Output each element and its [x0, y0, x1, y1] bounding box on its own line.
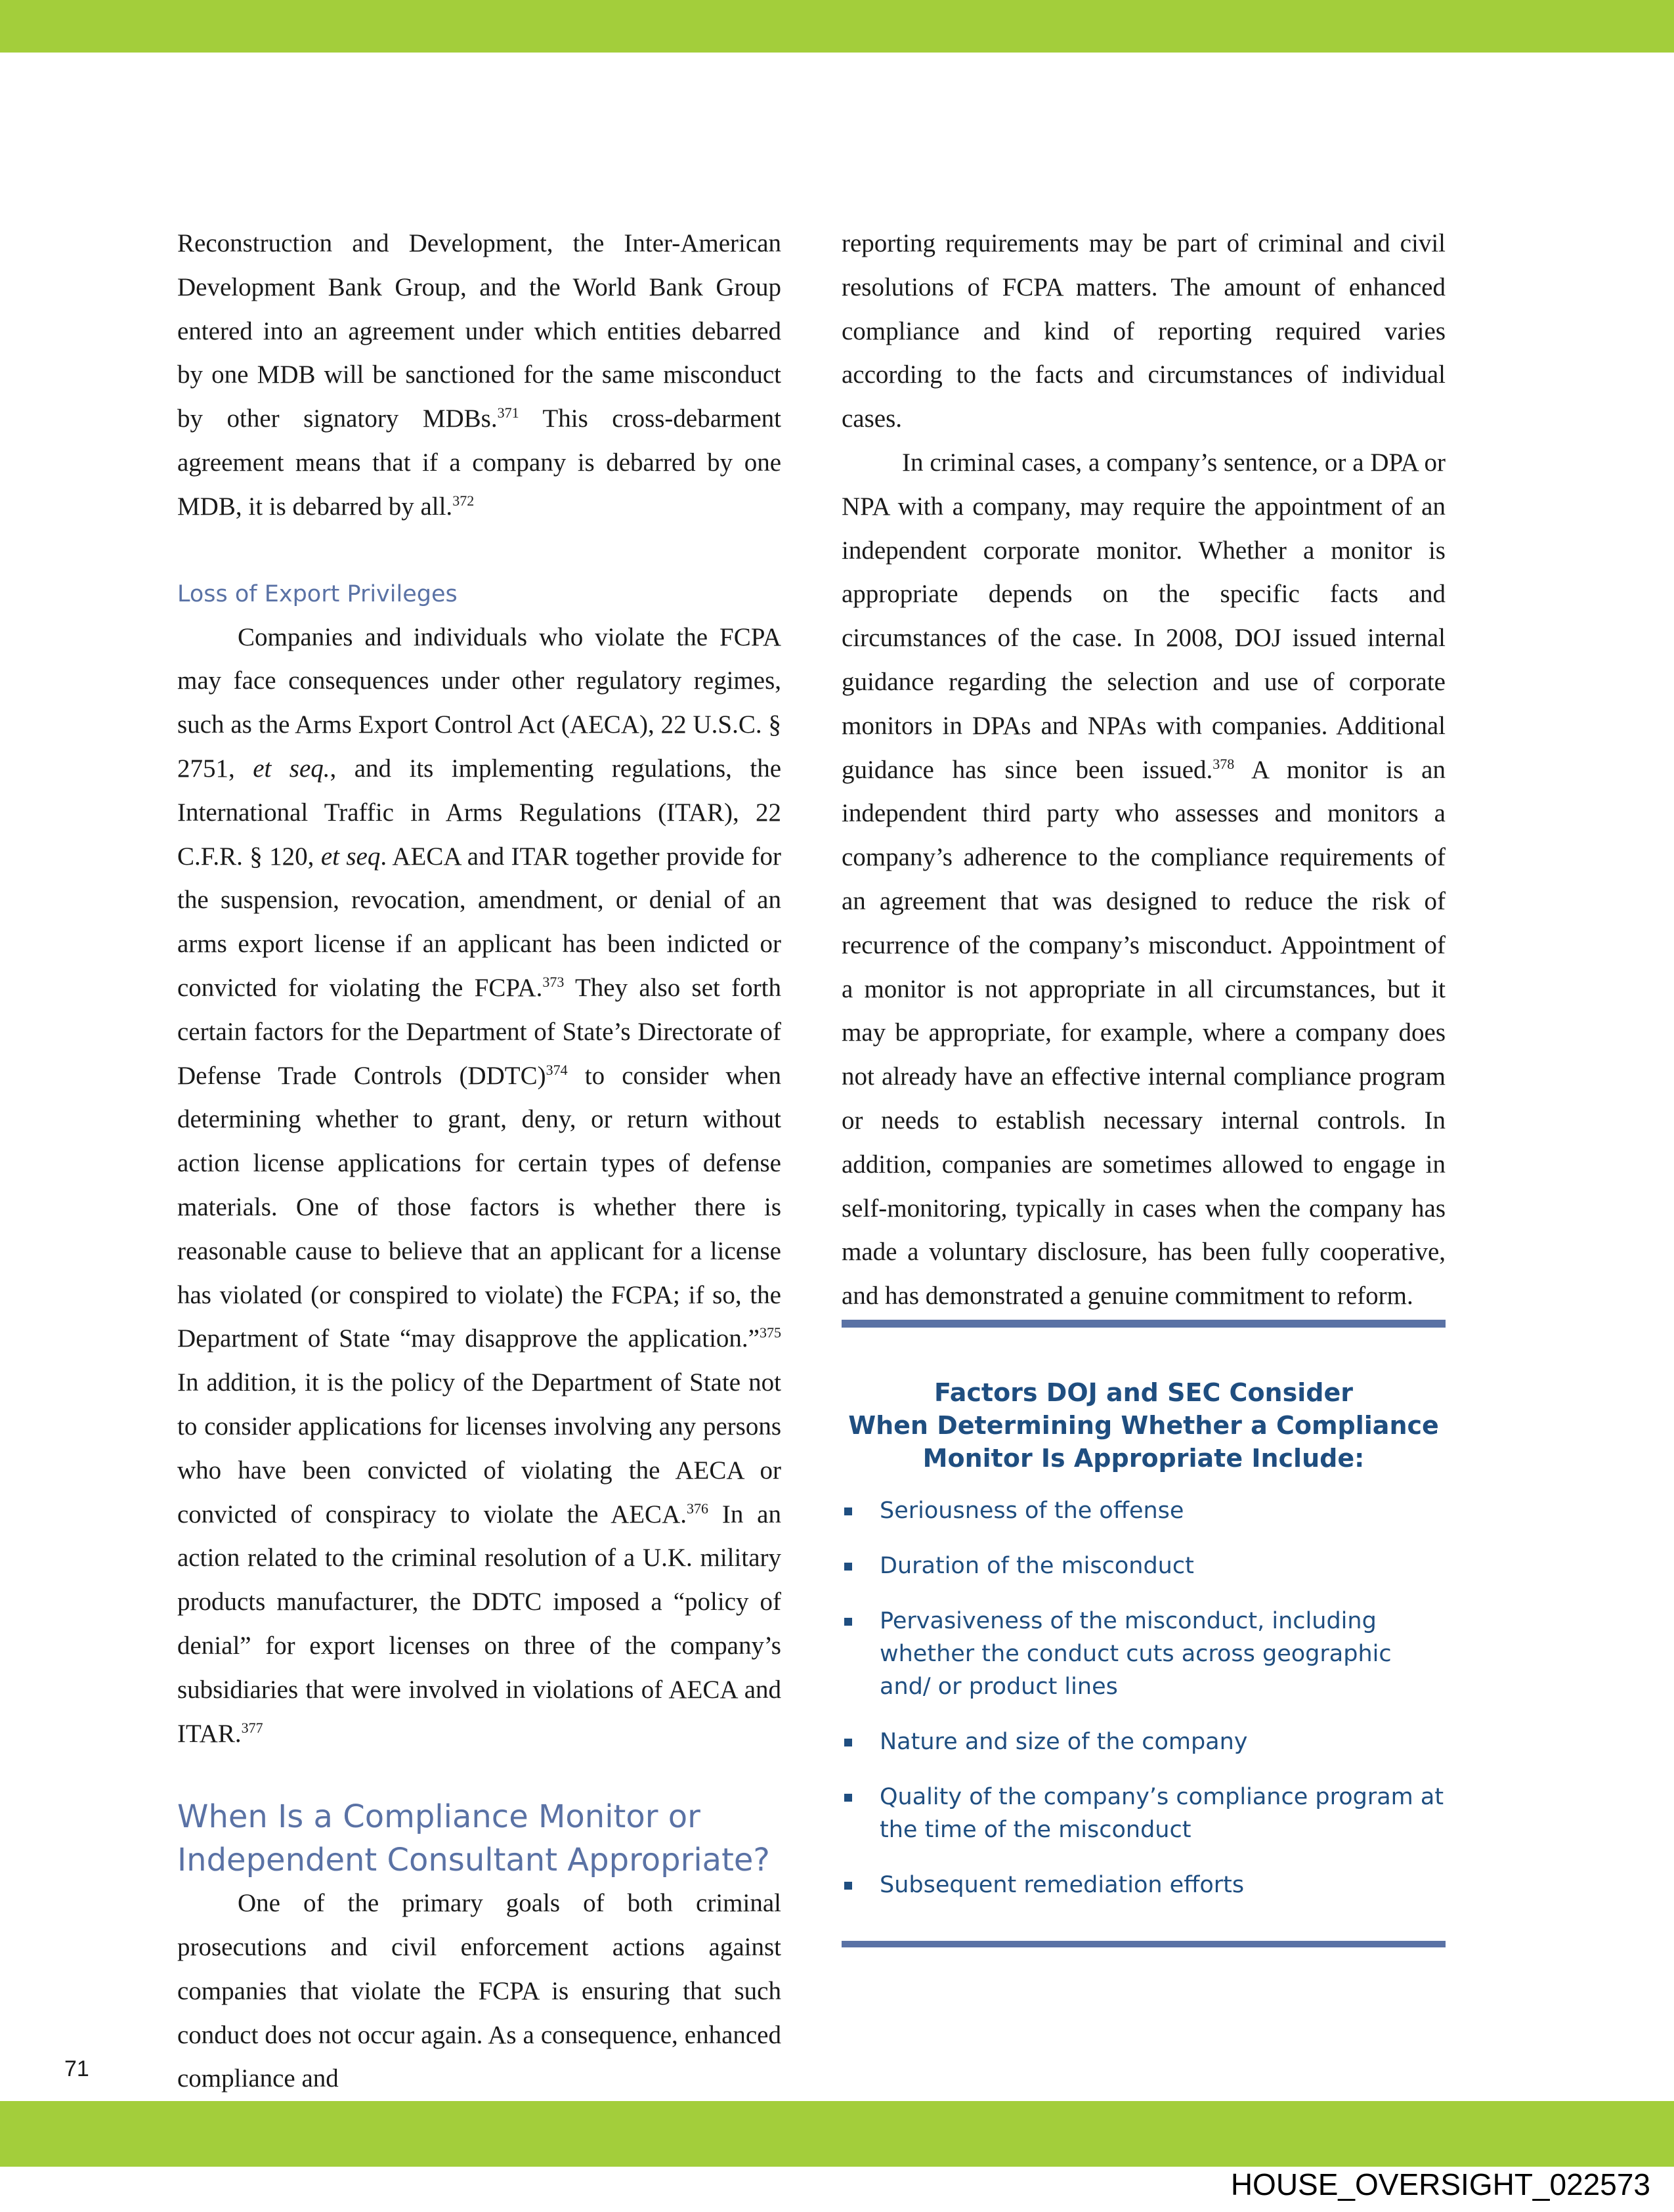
list-item-text: Subsequent remediation efforts: [880, 1872, 1245, 1898]
callout-title-line: Monitor Is Appropriate Include:: [922, 1444, 1365, 1473]
list-item: [842, 1781, 1446, 1846]
bottom-accent-bar: [0, 2101, 1674, 2167]
subheading-loss-of-export-privileges: Loss of Export Privileges: [177, 580, 458, 607]
footnote-ref[interactable]: 373: [542, 973, 565, 990]
list-item-text: Pervasiveness of the misconduct, including whether the conduct cuts across geographic and/ or product lines: [880, 1608, 1392, 1700]
text-run: , and its implementing regulations, the International Traffic in Arms Regulations (ITAR), 22 C.F.R. § 120,: [177, 754, 782, 871]
square-bullet-icon: [844, 1618, 852, 1626]
callout-bottom-rule: [842, 1941, 1446, 1947]
bates-number: HOUSE_OVERSIGHT_022573: [1230, 2167, 1650, 2201]
factors-list: [842, 1494, 1446, 1901]
paragraph-primary-goals: One of the primary goals of both criminal prosecutions and civil enforcement actions against companies that violate the FCPA is ensuring that such conduct does not occur again. As a consequence, enhanced compliance and: [177, 1889, 781, 2093]
list-item-text: Duration of the misconduct: [880, 1553, 1194, 1579]
footnote-ref[interactable]: 371: [497, 404, 519, 422]
callout-top-rule: [842, 1320, 1446, 1328]
footnote-ref[interactable]: 372: [452, 492, 475, 509]
italic-citation: et seq.: [253, 754, 330, 783]
text-run: In criminal cases, a company’s sentence, or a DPA or NPA with a company, may require the appointment of an independent corporate monitor. Whether a monitor is appropriate depends on the specific facts and circumstances of the case. In 2008, DOJ issued internal guidance regarding the selection and use of corporate monitors in DPAs and NPAs with companies. Additional guidance has since been issued.: [842, 448, 1446, 784]
paragraph-mdb-cross-debarment: [177, 222, 781, 529]
factors-callout-box: [842, 1320, 1446, 1947]
square-bullet-icon: [844, 1794, 852, 1802]
list-item: [842, 1494, 1446, 1527]
text-run: A monitor is an independent third party who assesses and monitors a company’s adherence to the compliance requirements of an agreement that was designed to reduce the risk of recurrence of the company’s misconduct. Appointment of a monitor is not appropriate in all circumstances, but it may be appropriate, for example, where a company does not already have an effective internal compliance program or needs to establish necessary internal controls. In addition, companies are sometimes allowed to engage in self-monitoring, typically in cases when the company has made a voluntary disclosure, has been fully cooperative, and has demonstrated a genuine commitment to reform.: [842, 755, 1446, 1311]
right-column: [842, 222, 1446, 1318]
footnote-ref[interactable]: 375: [760, 1324, 781, 1341]
footnote-ref[interactable]: 378: [1213, 755, 1235, 772]
page-number: 71: [64, 2056, 89, 2081]
list-item-text: Seriousness of the offense: [880, 1498, 1184, 1524]
paragraph-export-privileges: [177, 616, 781, 1756]
text-run: to consider when determining whether to grant, deny, or return without action license applications for certain types of defense materials. One of those factors is whether there is reasonable cause to believe that an applicant for a license has violated (or conspired to violate) the FCPA; if so, the Department of State “may disapprove the application.”: [177, 1061, 781, 1353]
paragraph-reporting-requirements: reporting requirements may be part of criminal and civil resolutions of FCPA matters. The amount of enhanced compliance and kind of reporting required varies according to the facts and circumstances of individual cases.: [842, 229, 1446, 433]
list-item: [842, 1725, 1446, 1758]
list-item-text: Quality of the company’s compliance program at the time of the misconduct: [880, 1784, 1444, 1843]
text-run: . AECA and ITAR together provide for the suspension, revocation, amendment, or denial of an arms export license if an applicant has been indicted or convicted for violating the FCPA.: [177, 842, 782, 1002]
section-heading-compliance-monitor: When Is a Compliance Monitor or Independent Consultant Appropriate?: [177, 1798, 770, 1879]
list-item: [842, 1869, 1446, 1901]
footnote-ref[interactable]: 377: [241, 1719, 263, 1736]
list-item-text: Nature and size of the company: [880, 1729, 1248, 1755]
italic-citation: et seq: [320, 842, 381, 871]
square-bullet-icon: [844, 1882, 852, 1890]
text-run: Companies and individuals who violate the FCPA may face consequences under other regulatory regimes, such as the Arms Export Control Act (AECA), 22 U.S.C. § 2751,: [177, 622, 781, 783]
text-run: In addition, it is the policy of the Department of State not to consider applications for licenses involving any persons who have been convicted of violating the AECA or convicted of conspiracy to violate the AECA.: [177, 1368, 781, 1529]
callout-title-line: Factors DOJ and SEC Consider: [934, 1378, 1353, 1407]
list-item: [842, 1605, 1446, 1703]
list-item: [842, 1550, 1446, 1582]
text-run: Reconstruction and Development, the Inter-American Development Bank Group, and the World Bank Group entered into an agreement under which entities debarred by one MDB will be sanctioned for the same misconduct by other signatory MDBs.: [177, 229, 781, 433]
text-run: This cross-debarment agreement means that if a company is debarred by one MDB, it is debarred by all.: [177, 404, 781, 521]
top-accent-bar: [0, 0, 1674, 53]
text-run: They also set forth certain factors for the Department of State’s Directorate of Defense Trade Controls (DDTC): [177, 973, 781, 1090]
footnote-ref[interactable]: 376: [687, 1500, 708, 1517]
footnote-ref[interactable]: 374: [546, 1061, 568, 1078]
square-bullet-icon: [844, 1563, 852, 1571]
left-column: [177, 222, 781, 2101]
text-run: In an action related to the criminal resolution of a U.K. military products manufacturer, the DDTC imposed a “policy of denial” for export licenses on three of the company’s subsidiaries that were involved in violations of AECA and ITAR.: [177, 1500, 781, 1748]
square-bullet-icon: [844, 1739, 852, 1746]
callout-title-line: When Determining Whether a Compliance: [848, 1411, 1439, 1440]
paragraph-corporate-monitor: [842, 441, 1446, 1318]
square-bullet-icon: [844, 1507, 852, 1515]
callout-title: [842, 1376, 1446, 1475]
